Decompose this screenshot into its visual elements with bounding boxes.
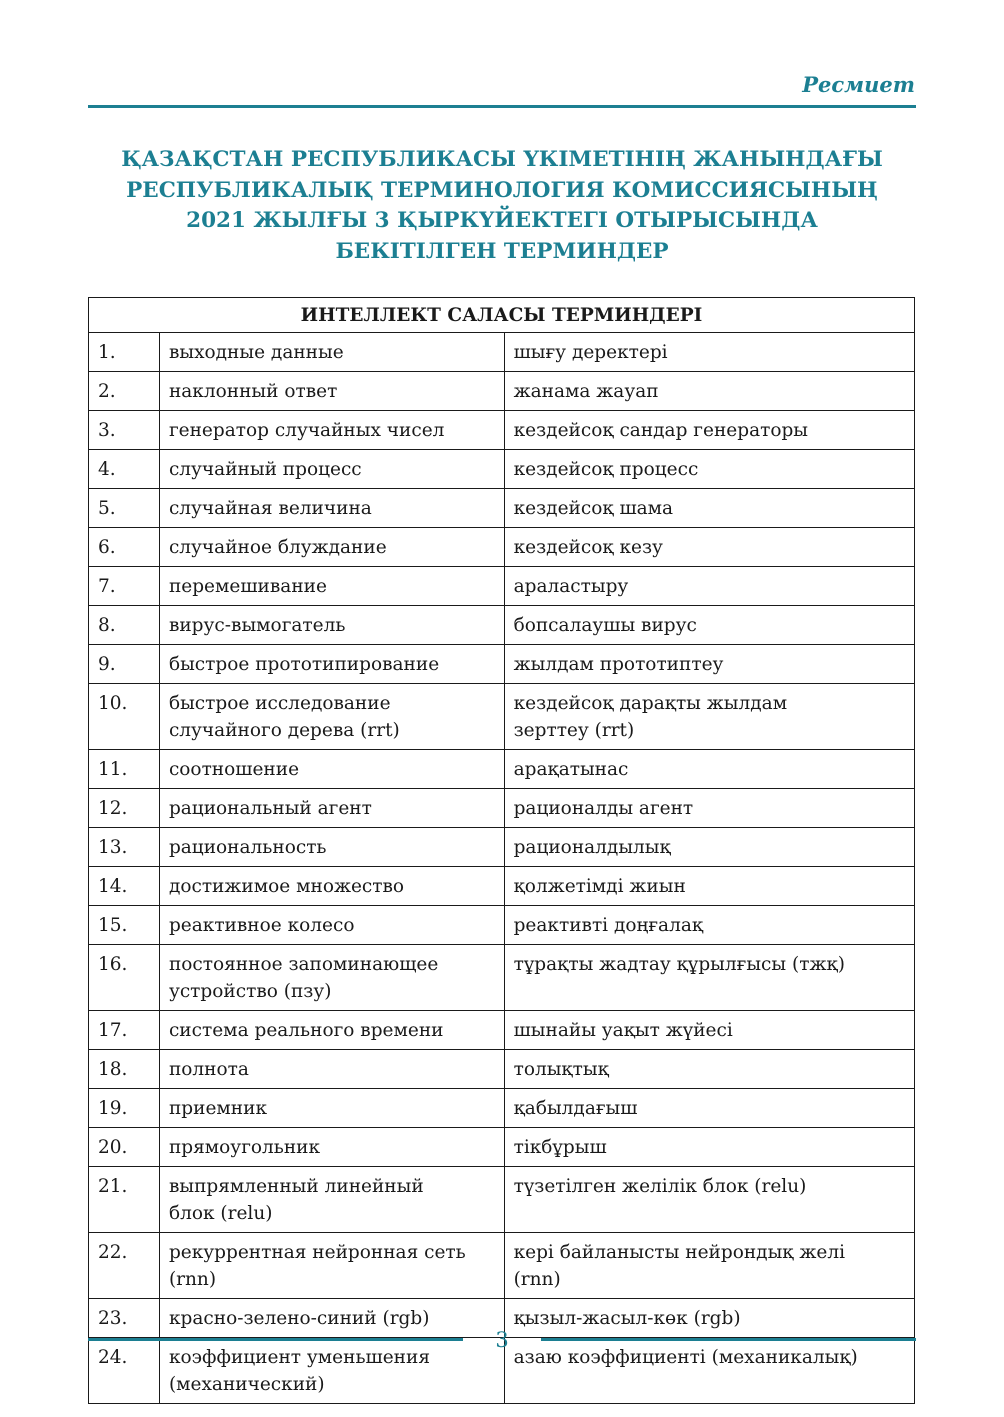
term-russian-line: случайная величина — [168, 498, 372, 519]
term-russian — [159, 645, 504, 684]
term-russian-line: рациональность — [168, 837, 327, 858]
term-kazakh — [504, 606, 914, 645]
term-russian — [159, 450, 504, 489]
term-kazakh — [504, 828, 914, 867]
term-russian-line: наклонный ответ — [168, 381, 338, 402]
term-russian-line: система реального времени — [168, 1020, 444, 1041]
term-russian — [159, 828, 504, 867]
term-russian-line: генератор случайных чисел — [168, 420, 445, 441]
term-kazakh-line: қызыл-жасыл-көк (rgb) — [513, 1308, 741, 1329]
table-row — [89, 528, 915, 567]
table-heading: ИНТЕЛЛЕКТ САЛАСЫ ТЕРМИНДЕРІ — [89, 298, 915, 333]
term-number: 11. — [89, 750, 160, 789]
title-line: 2021 ЖЫЛҒЫ 3 ҚЫРКҮЙЕКТЕГІ ОТЫРЫСЫНДА — [186, 208, 818, 233]
term-russian — [159, 906, 504, 945]
term-russian — [159, 1089, 504, 1128]
table-row — [89, 1089, 915, 1128]
term-kazakh-line: бопсалаушы вирус — [513, 615, 697, 636]
term-russian-line: рациональный агент — [168, 798, 372, 819]
term-kazakh — [504, 333, 914, 372]
term-kazakh-line: арақатынас — [513, 759, 629, 780]
term-russian — [159, 489, 504, 528]
term-kazakh — [504, 411, 914, 450]
table-row — [89, 1128, 915, 1167]
term-russian-line: выпрямленный линейный — [168, 1176, 424, 1197]
term-russian — [159, 411, 504, 450]
table-row — [89, 828, 915, 867]
table-row — [89, 567, 915, 606]
term-number: 20. — [89, 1128, 160, 1167]
term-kazakh-line: зерттеу (rrt) — [513, 720, 635, 741]
term-kazakh — [504, 1050, 914, 1089]
footer-divider-right — [541, 1338, 916, 1341]
term-number: 21. — [89, 1167, 160, 1233]
term-russian — [159, 1050, 504, 1089]
term-kazakh — [504, 567, 914, 606]
term-russian-line: блок (relu) — [168, 1203, 273, 1224]
term-kazakh — [504, 750, 914, 789]
table-row — [89, 789, 915, 828]
term-kazakh — [504, 789, 914, 828]
table-row — [89, 1233, 915, 1299]
term-number: 22. — [89, 1233, 160, 1299]
section-label: Ресмиет — [802, 72, 915, 97]
term-russian-line: постоянное запоминающее — [168, 954, 439, 975]
term-russian — [159, 684, 504, 750]
term-russian-line: выходные данные — [168, 342, 344, 363]
term-number: 6. — [89, 528, 160, 567]
term-kazakh-line: түзетілген желілік блок (relu) — [513, 1176, 807, 1197]
term-kazakh — [504, 372, 914, 411]
term-russian — [159, 333, 504, 372]
term-russian-line: реактивное колесо — [168, 915, 355, 936]
term-kazakh — [504, 1167, 914, 1233]
term-number: 4. — [89, 450, 160, 489]
term-russian-line: прямоугольник — [168, 1137, 321, 1158]
term-kazakh-line: шынайы уақыт жүйесі — [513, 1020, 733, 1041]
term-kazakh-line: рационалды агент — [513, 798, 694, 819]
term-kazakh-line: жылдам прототиптеу — [513, 654, 724, 675]
table-row — [89, 372, 915, 411]
table-row — [89, 684, 915, 750]
term-russian — [159, 1128, 504, 1167]
term-number: 19. — [89, 1089, 160, 1128]
term-kazakh-line: кездейсоқ сандар генераторы — [513, 420, 809, 441]
table-row — [89, 750, 915, 789]
term-kazakh — [504, 1128, 914, 1167]
table-row — [89, 333, 915, 372]
header-divider — [88, 105, 916, 108]
table-row — [89, 1050, 915, 1089]
term-russian — [159, 1233, 504, 1299]
term-russian — [159, 528, 504, 567]
term-kazakh-line: реактивті доңғалақ — [513, 915, 704, 936]
term-kazakh-line: қолжетімді жиын — [513, 876, 686, 897]
term-kazakh — [504, 1299, 914, 1338]
term-russian-line: рекуррентная нейронная сеть — [168, 1242, 466, 1263]
term-number: 23. — [89, 1299, 160, 1338]
term-number: 24. — [89, 1338, 160, 1404]
term-russian-line: приемник — [168, 1098, 268, 1119]
footer-divider-left — [88, 1338, 463, 1341]
term-russian — [159, 1338, 504, 1404]
term-russian-line: быстрое прототипирование — [168, 654, 440, 675]
term-kazakh — [504, 906, 914, 945]
title-line: РЕСПУБЛИКАЛЫҚ ТЕРМИНОЛОГИЯ КОМИССИЯСЫНЫҢ — [126, 177, 878, 203]
term-number: 10. — [89, 684, 160, 750]
term-kazakh-line: азаю коэффициенті (механикалық) — [513, 1347, 858, 1368]
term-kazakh — [504, 1011, 914, 1050]
term-russian — [159, 945, 504, 1011]
table-row — [89, 1011, 915, 1050]
table-heading-row — [89, 298, 915, 333]
term-kazakh — [504, 945, 914, 1011]
term-russian-line: случайного дерева (rrt) — [168, 720, 400, 741]
term-russian — [159, 867, 504, 906]
term-number: 14. — [89, 867, 160, 906]
term-number: 1. — [89, 333, 160, 372]
term-kazakh-line: (rnn) — [513, 1269, 561, 1290]
term-russian — [159, 750, 504, 789]
term-russian-line: быстрое исследование — [168, 693, 391, 714]
term-number: 18. — [89, 1050, 160, 1089]
table-row — [89, 606, 915, 645]
term-russian — [159, 1011, 504, 1050]
term-kazakh-line: кездейсоқ процесс — [513, 459, 699, 480]
table-row — [89, 945, 915, 1011]
term-kazakh — [504, 1233, 914, 1299]
term-number: 12. — [89, 789, 160, 828]
term-russian-line: соотношение — [168, 759, 300, 780]
term-kazakh-line: араластыру — [513, 576, 629, 597]
term-russian — [159, 789, 504, 828]
table-row — [89, 1167, 915, 1233]
term-russian-line: красно-зелено-синий (rgb) — [168, 1308, 430, 1329]
table-row — [89, 411, 915, 450]
term-kazakh-line: тұрақты жадтау құрылғысы (тжқ) — [513, 954, 845, 975]
term-russian — [159, 1167, 504, 1233]
term-kazakh — [504, 645, 914, 684]
term-russian-line: перемешивание — [168, 576, 327, 597]
term-kazakh-line: кездейсоқ дарақты жылдам — [513, 693, 788, 714]
term-number: 7. — [89, 567, 160, 606]
table-row — [89, 906, 915, 945]
term-kazakh-line: толықтық — [513, 1059, 609, 1080]
term-kazakh-line: шығу деректері — [513, 342, 668, 363]
term-russian-line: случайный процесс — [168, 459, 362, 480]
table-row — [89, 645, 915, 684]
document-title — [88, 145, 916, 267]
term-number: 17. — [89, 1011, 160, 1050]
term-kazakh-line: қабылдағыш — [513, 1098, 638, 1119]
term-kazakh — [504, 1089, 914, 1128]
terms-body — [89, 333, 915, 1404]
term-number: 5. — [89, 489, 160, 528]
term-kazakh-line: рационалдылық — [513, 837, 671, 858]
term-russian — [159, 1299, 504, 1338]
title-line: ҚАЗАҚСТАН РЕСПУБЛИКАСЫ ҮКІМЕТІНІҢ ЖАНЫНДАҒЫ — [121, 147, 883, 172]
term-russian-line: (механический) — [168, 1374, 325, 1395]
term-number: 3. — [89, 411, 160, 450]
term-number: 13. — [89, 828, 160, 867]
table-row — [89, 867, 915, 906]
term-russian — [159, 606, 504, 645]
term-russian-line: полнота — [168, 1059, 249, 1080]
term-russian-line: коэффициент уменьшения — [168, 1347, 431, 1368]
title-line: БЕКІТІЛГЕН ТЕРМИНДЕР — [335, 238, 669, 264]
term-kazakh — [504, 867, 914, 906]
term-russian-line: (rnn) — [168, 1269, 217, 1290]
term-russian-line: устройство (пзу) — [168, 981, 332, 1002]
term-number: 9. — [89, 645, 160, 684]
term-kazakh — [504, 450, 914, 489]
term-number: 8. — [89, 606, 160, 645]
term-kazakh — [504, 1338, 914, 1404]
term-kazakh-line: кездейсоқ шама — [513, 498, 674, 519]
term-kazakh-line: кездейсоқ кезу — [513, 537, 663, 558]
term-kazakh-line: тікбұрыш — [513, 1137, 607, 1158]
term-number: 16. — [89, 945, 160, 1011]
term-russian — [159, 567, 504, 606]
term-russian — [159, 372, 504, 411]
terms-table — [88, 297, 915, 1404]
term-kazakh — [504, 528, 914, 567]
term-number: 2. — [89, 372, 160, 411]
page-number: 3 — [495, 1328, 509, 1352]
term-kazakh-line: жанама жауап — [513, 381, 659, 402]
term-kazakh-line: кері байланысты нейрондық желі — [513, 1242, 846, 1263]
term-russian-line: вирус-вымогатель — [168, 615, 346, 636]
term-russian-line: случайное блуждание — [168, 537, 387, 558]
term-kazakh — [504, 489, 914, 528]
term-number: 15. — [89, 906, 160, 945]
table-row — [89, 450, 915, 489]
term-kazakh — [504, 684, 914, 750]
term-russian-line: достижимое множество — [168, 876, 405, 897]
table-row — [89, 489, 915, 528]
